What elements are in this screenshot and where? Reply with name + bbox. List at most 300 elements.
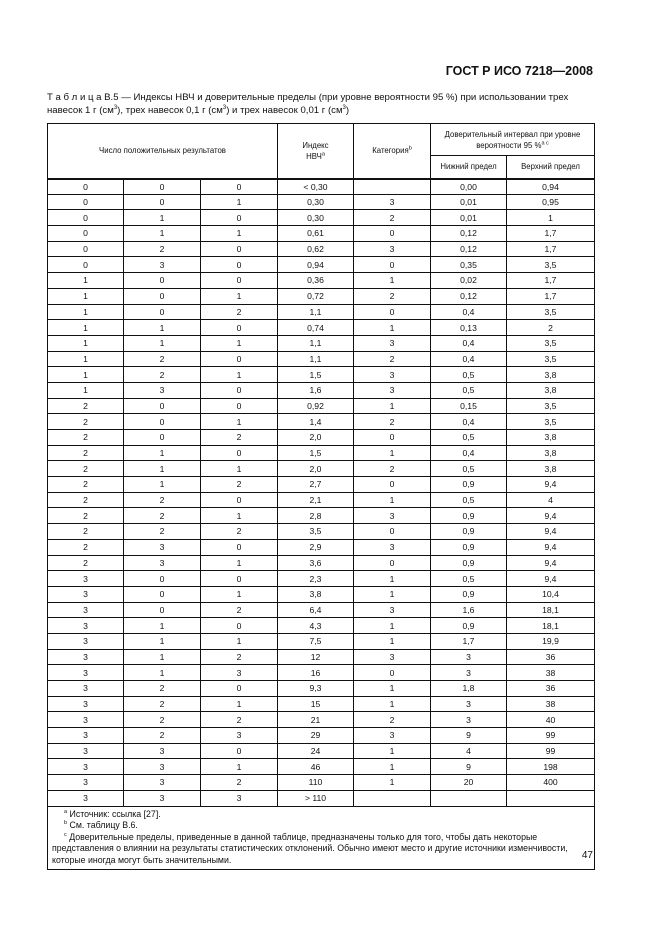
table-cell: 0 — [124, 273, 201, 289]
table-cell: 2 — [354, 461, 431, 477]
table-cell: 1 — [354, 618, 431, 634]
caption-prefix: Т а б л и ц а — [47, 92, 102, 103]
table-row — [48, 210, 595, 226]
table-cell: 9,4 — [507, 571, 595, 587]
table-cell: 1,6 — [278, 382, 354, 398]
table-cell: 1 — [507, 210, 595, 226]
table-row — [48, 445, 595, 461]
table-cell: 198 — [507, 759, 595, 775]
table-cell: 3 — [48, 712, 124, 728]
caption-sup: 3 — [342, 104, 346, 111]
table-row — [48, 226, 595, 242]
table-row — [48, 351, 595, 367]
table-cell: 1 — [48, 304, 124, 320]
table-cell: 1 — [48, 273, 124, 289]
table-cell: 2,0 — [278, 430, 354, 446]
table-cell: 0 — [201, 681, 278, 697]
table-row — [48, 320, 595, 336]
table-cell: 1 — [124, 445, 201, 461]
table-cell: 2,9 — [278, 539, 354, 555]
table-cell: 0 — [124, 571, 201, 587]
caption-text: ) — [345, 105, 350, 116]
table-row — [48, 649, 595, 665]
table-cell: 0,9 — [431, 524, 507, 540]
table-cell: 2 — [201, 712, 278, 728]
table-cell: 38 — [507, 696, 595, 712]
table-cell: 0 — [201, 210, 278, 226]
table-cell: 3 — [48, 759, 124, 775]
table-cell: 0 — [201, 398, 278, 414]
table-row — [48, 461, 595, 477]
table-cell: 4,3 — [278, 618, 354, 634]
table-cell: 0,9 — [431, 618, 507, 634]
table-cell: 1 — [124, 665, 201, 681]
table-cell: 3,5 — [507, 257, 595, 273]
table-cell: 38 — [507, 665, 595, 681]
table-cell: 3,8 — [507, 382, 595, 398]
table-cell: 0,4 — [431, 414, 507, 430]
table-cell: 0 — [354, 555, 431, 571]
table-row — [48, 696, 595, 712]
table-cell: 0,9 — [431, 539, 507, 555]
table-cell: 6,4 — [278, 602, 354, 618]
table-cell: 3,5 — [507, 335, 595, 351]
table-cell: 2 — [48, 492, 124, 508]
table-cell: 1 — [48, 382, 124, 398]
table-cell — [507, 790, 595, 806]
table-row — [48, 728, 595, 744]
caption-text: ) и трех навесок 0,01 г (см — [226, 105, 343, 116]
table-cell: 3 — [431, 649, 507, 665]
table-cell: 36 — [507, 681, 595, 697]
table-cell: 0 — [201, 382, 278, 398]
table-cell: 1 — [124, 210, 201, 226]
table-cell: 2 — [124, 492, 201, 508]
table-cell: 3 — [354, 649, 431, 665]
mpn-table — [47, 123, 595, 870]
table-cell: 1 — [201, 288, 278, 304]
table-cell: 1 — [201, 414, 278, 430]
table-cell: 3 — [124, 382, 201, 398]
table-row — [48, 414, 595, 430]
table-cell: 1,7 — [431, 633, 507, 649]
table-cell: 3 — [201, 790, 278, 806]
table-row — [48, 759, 595, 775]
table-cell: 3 — [201, 728, 278, 744]
table-row — [48, 665, 595, 681]
table-cell: 0 — [201, 179, 278, 195]
table-cell: 1 — [201, 633, 278, 649]
table-cell: 0 — [48, 241, 124, 257]
table-cell: 2,7 — [278, 477, 354, 493]
table-cell: 29 — [278, 728, 354, 744]
table-footnotes — [48, 806, 595, 870]
table-cell: 0 — [354, 226, 431, 242]
table-cell: 2 — [48, 398, 124, 414]
table-cell: 0,13 — [431, 320, 507, 336]
table-cell: 2 — [201, 649, 278, 665]
table-cell: 0,00 — [431, 179, 507, 195]
table-cell: 9,4 — [507, 477, 595, 493]
table-cell: 0 — [124, 398, 201, 414]
header-index: Индекс НВЧ$^a$ — [278, 124, 354, 179]
table-cell: 3 — [354, 539, 431, 555]
table-cell — [431, 790, 507, 806]
table-cell: 1 — [354, 586, 431, 602]
table-cell: 3 — [124, 555, 201, 571]
table-cell: 3 — [48, 743, 124, 759]
table-cell: 0 — [124, 586, 201, 602]
table-row — [48, 477, 595, 493]
table-cell: 0 — [48, 179, 124, 195]
table-cell: 3 — [48, 586, 124, 602]
table-cell: 2 — [201, 477, 278, 493]
table-cell: 0,5 — [431, 492, 507, 508]
table-cell: 1 — [201, 335, 278, 351]
table-cell: 0,12 — [431, 288, 507, 304]
table-cell: 0,36 — [278, 273, 354, 289]
table-cell: 4 — [507, 492, 595, 508]
table-cell: 0 — [201, 257, 278, 273]
table-cell: 3 — [48, 696, 124, 712]
table-cell: 0 — [48, 257, 124, 273]
table-cell: 0 — [201, 241, 278, 257]
table-row — [48, 430, 595, 446]
table-cell: 2 — [354, 712, 431, 728]
footnotes-cell — [48, 806, 595, 870]
table-cell: 0 — [354, 477, 431, 493]
table-cell: 1 — [201, 461, 278, 477]
table-cell: 1,7 — [507, 226, 595, 242]
table-cell: 1,7 — [507, 288, 595, 304]
table-cell: 18,1 — [507, 602, 595, 618]
caption-text: ), трех навесок 0,1 г (см — [117, 105, 223, 116]
table-cell: 10,4 — [507, 586, 595, 602]
caption-text: В.5 — Индексы НВЧ и доверительные пределы (при уровне вероятности 95 %) при использовании трех навесок 1 г (см — [47, 92, 569, 116]
table-cell: 1 — [48, 351, 124, 367]
table-cell: 0,01 — [431, 194, 507, 210]
table-cell: 0,95 — [507, 194, 595, 210]
table-row — [48, 304, 595, 320]
table-cell: 2 — [124, 241, 201, 257]
table-cell: 0,5 — [431, 571, 507, 587]
table-cell: 1 — [201, 194, 278, 210]
table-cell: 1,6 — [431, 602, 507, 618]
table-cell: 3 — [431, 696, 507, 712]
table-row — [48, 539, 595, 555]
table-cell: 2,0 — [278, 461, 354, 477]
table-cell: 24 — [278, 743, 354, 759]
table-cell: > 110 — [278, 790, 354, 806]
table-cell: 0,4 — [431, 304, 507, 320]
table-cell: 2 — [354, 414, 431, 430]
table-cell: 1,7 — [507, 241, 595, 257]
table-cell: 1 — [201, 586, 278, 602]
table-cell: 2 — [354, 210, 431, 226]
table-cell: 1 — [124, 335, 201, 351]
table-row — [48, 743, 595, 759]
table-row — [48, 288, 595, 304]
table-row — [48, 555, 595, 571]
table-cell: 99 — [507, 728, 595, 744]
table-cell: 110 — [278, 775, 354, 791]
table-row — [48, 775, 595, 791]
table-cell: 0,02 — [431, 273, 507, 289]
table-cell: 1 — [124, 633, 201, 649]
table-cell: 3 — [124, 775, 201, 791]
table-cell: 3,5 — [507, 414, 595, 430]
table-cell: 0 — [201, 445, 278, 461]
table-cell: 2 — [201, 524, 278, 540]
table-cell: 1 — [48, 367, 124, 383]
table-row — [48, 571, 595, 587]
table-cell: 0,4 — [431, 445, 507, 461]
table-cell: 1 — [201, 226, 278, 242]
table-row — [48, 586, 595, 602]
table-cell: 1,1 — [278, 304, 354, 320]
table-cell: 3 — [354, 194, 431, 210]
table-row — [48, 508, 595, 524]
table-cell: 3,8 — [507, 461, 595, 477]
table-cell: 2 — [48, 477, 124, 493]
table-cell: 3 — [124, 790, 201, 806]
table-cell: 3 — [354, 241, 431, 257]
table-cell: 0 — [354, 524, 431, 540]
table-cell: 9 — [431, 759, 507, 775]
table-cell: 19,9 — [507, 633, 595, 649]
table-cell: 1 — [124, 320, 201, 336]
footnote — [52, 832, 590, 867]
table-cell: 3,5 — [507, 398, 595, 414]
header-upper: Верхний предел — [507, 156, 595, 179]
table-cell: 3 — [201, 665, 278, 681]
table-cell: 15 — [278, 696, 354, 712]
table-cell — [354, 179, 431, 195]
table-cell: 3 — [48, 681, 124, 697]
table-cell: 4 — [431, 743, 507, 759]
table-cell: 2 — [124, 696, 201, 712]
table-cell: 3,6 — [278, 555, 354, 571]
table-cell: 1 — [354, 696, 431, 712]
table-cell: 12 — [278, 649, 354, 665]
table-cell: 0 — [201, 743, 278, 759]
table-cell: 3 — [124, 743, 201, 759]
table-cell: 0,72 — [278, 288, 354, 304]
table-cell: 0,5 — [431, 367, 507, 383]
table-cell: 0 — [201, 273, 278, 289]
table-cell: 2,8 — [278, 508, 354, 524]
table-cell: 3,5 — [278, 524, 354, 540]
page-number: 47 — [581, 850, 593, 861]
table-cell: 3 — [48, 775, 124, 791]
table-cell: 1 — [354, 273, 431, 289]
table-cell: 1,5 — [278, 367, 354, 383]
table-cell: 9,4 — [507, 508, 595, 524]
table-cell: 3 — [431, 712, 507, 728]
table-cell: 16 — [278, 665, 354, 681]
table-cell: 3 — [431, 665, 507, 681]
table-cell: 0,94 — [278, 257, 354, 273]
table-cell: 2 — [124, 712, 201, 728]
table-cell: 3 — [48, 665, 124, 681]
table-cell: 0,74 — [278, 320, 354, 336]
table-cell: 1,8 — [431, 681, 507, 697]
table-cell: 0,5 — [431, 461, 507, 477]
table-cell: 2 — [124, 367, 201, 383]
table-row — [48, 273, 595, 289]
table-cell: 0,01 — [431, 210, 507, 226]
footnote-mark: a — [64, 808, 68, 815]
table-cell: 0 — [354, 430, 431, 446]
table-cell: 2,3 — [278, 571, 354, 587]
table-cell: 0 — [201, 492, 278, 508]
table-cell: 40 — [507, 712, 595, 728]
table-cell: 0,92 — [278, 398, 354, 414]
table-cell: 0 — [201, 618, 278, 634]
table-cell: 1 — [354, 445, 431, 461]
footnote-text: Доверительные пределы, приведенные в данной таблице, предназначены только для того, чтобы дать некоторые представления о влиянии на результаты статистических отклонений. Обычно имеют место и другие источники изменчивости, которые иногда могут быть значительными. — [52, 831, 568, 865]
table-cell: 2 — [48, 555, 124, 571]
table-row — [48, 712, 595, 728]
footnote-mark: b — [64, 820, 68, 827]
table-cell: 2 — [48, 461, 124, 477]
table-cell: 46 — [278, 759, 354, 775]
table-cell: 0,61 — [278, 226, 354, 242]
table-cell: 1 — [48, 288, 124, 304]
table-cell: 0 — [201, 351, 278, 367]
table-cell: 0 — [354, 257, 431, 273]
table-cell: 2 — [354, 351, 431, 367]
caption-sup: 3 — [222, 104, 227, 111]
table-cell: 18,1 — [507, 618, 595, 634]
table-cell: 2 — [507, 320, 595, 336]
table-cell: 1 — [124, 461, 201, 477]
table-cell: 0,9 — [431, 555, 507, 571]
table-cell: 2 — [201, 430, 278, 446]
table-cell: 1 — [124, 226, 201, 242]
table-cell: 20 — [431, 775, 507, 791]
table-cell: 1 — [48, 320, 124, 336]
table-cell: 0,12 — [431, 226, 507, 242]
table-row — [48, 492, 595, 508]
table-cell: 1,1 — [278, 335, 354, 351]
table-cell: 2 — [124, 681, 201, 697]
table-cell: 3 — [48, 633, 124, 649]
table-cell: 3,8 — [507, 430, 595, 446]
table-cell: 1 — [354, 681, 431, 697]
table-cell: 2,1 — [278, 492, 354, 508]
table-cell: 0 — [201, 571, 278, 587]
table-row — [48, 257, 595, 273]
table-cell: 2 — [48, 445, 124, 461]
table-cell: 2 — [124, 728, 201, 744]
table-cell: 1 — [201, 508, 278, 524]
table-cell: 1 — [201, 696, 278, 712]
table-cell: 1 — [201, 367, 278, 383]
table-cell: 2 — [201, 304, 278, 320]
table-cell: 0 — [124, 194, 201, 210]
table-cell: 3 — [354, 335, 431, 351]
footnote — [52, 820, 590, 832]
table-cell: 3,8 — [507, 445, 595, 461]
table-cell: 7,5 — [278, 633, 354, 649]
footnote-mark: c — [64, 831, 67, 838]
table-cell: 1 — [124, 618, 201, 634]
table-cell: 3 — [354, 602, 431, 618]
table-cell: 36 — [507, 649, 595, 665]
table-cell: 3 — [48, 790, 124, 806]
table-cell: 2 — [48, 430, 124, 446]
table-cell: 1 — [354, 633, 431, 649]
table-cell: 3 — [124, 539, 201, 555]
table-cell: 2 — [48, 414, 124, 430]
header-lower: Нижний предел — [431, 156, 507, 179]
table-row — [48, 618, 595, 634]
table-cell: 0,4 — [431, 351, 507, 367]
table-cell: < 0,30 — [278, 179, 354, 195]
table-row — [48, 335, 595, 351]
table-cell: 0 — [124, 304, 201, 320]
table-cell: 21 — [278, 712, 354, 728]
caption-sup: 3 — [113, 104, 118, 111]
table-cell: 0 — [354, 304, 431, 320]
table-cell: 1 — [354, 743, 431, 759]
table-cell: 0 — [48, 226, 124, 242]
table-cell: 0,30 — [278, 210, 354, 226]
table-cell: 2 — [201, 602, 278, 618]
table-cell: 3 — [124, 759, 201, 775]
table-cell — [354, 790, 431, 806]
footnote-text: См. таблицу В.6. — [69, 820, 138, 830]
table-cell: 0,94 — [507, 179, 595, 195]
table-cell: 3 — [124, 257, 201, 273]
table-cell: 3 — [354, 508, 431, 524]
table-cell: 2 — [124, 351, 201, 367]
table-cell: 3 — [48, 649, 124, 665]
table-cell: 0 — [124, 288, 201, 304]
table-row — [48, 633, 595, 649]
table-cell: 3,5 — [507, 304, 595, 320]
table-row — [48, 681, 595, 697]
table-cell: 2 — [354, 288, 431, 304]
table-cell: 1 — [354, 571, 431, 587]
table-cell: 2 — [48, 508, 124, 524]
table-cell: 1,1 — [278, 351, 354, 367]
table-cell: 0,9 — [431, 586, 507, 602]
table-cell: 0 — [201, 539, 278, 555]
table-cell: 3 — [48, 602, 124, 618]
table-cell: 1 — [354, 775, 431, 791]
table-caption — [47, 91, 594, 117]
table-cell: 1,7 — [507, 273, 595, 289]
table-cell: 3,8 — [278, 586, 354, 602]
table-cell: 1,5 — [278, 445, 354, 461]
table-cell: 1 — [124, 649, 201, 665]
table-cell: 0 — [201, 320, 278, 336]
table-cell: 3,8 — [507, 367, 595, 383]
table-cell: 3 — [48, 571, 124, 587]
table-cell: 400 — [507, 775, 595, 791]
table-cell: 0 — [124, 179, 201, 195]
table-row — [48, 194, 595, 210]
table-cell: 0,15 — [431, 398, 507, 414]
table-row — [48, 790, 595, 806]
table-cell: 3,5 — [507, 351, 595, 367]
table-cell: 1 — [201, 759, 278, 775]
table-cell: 0 — [124, 430, 201, 446]
standard-number: ГОСТ Р ИСО 7218—2008 — [445, 64, 593, 78]
table-cell: 0 — [354, 665, 431, 681]
